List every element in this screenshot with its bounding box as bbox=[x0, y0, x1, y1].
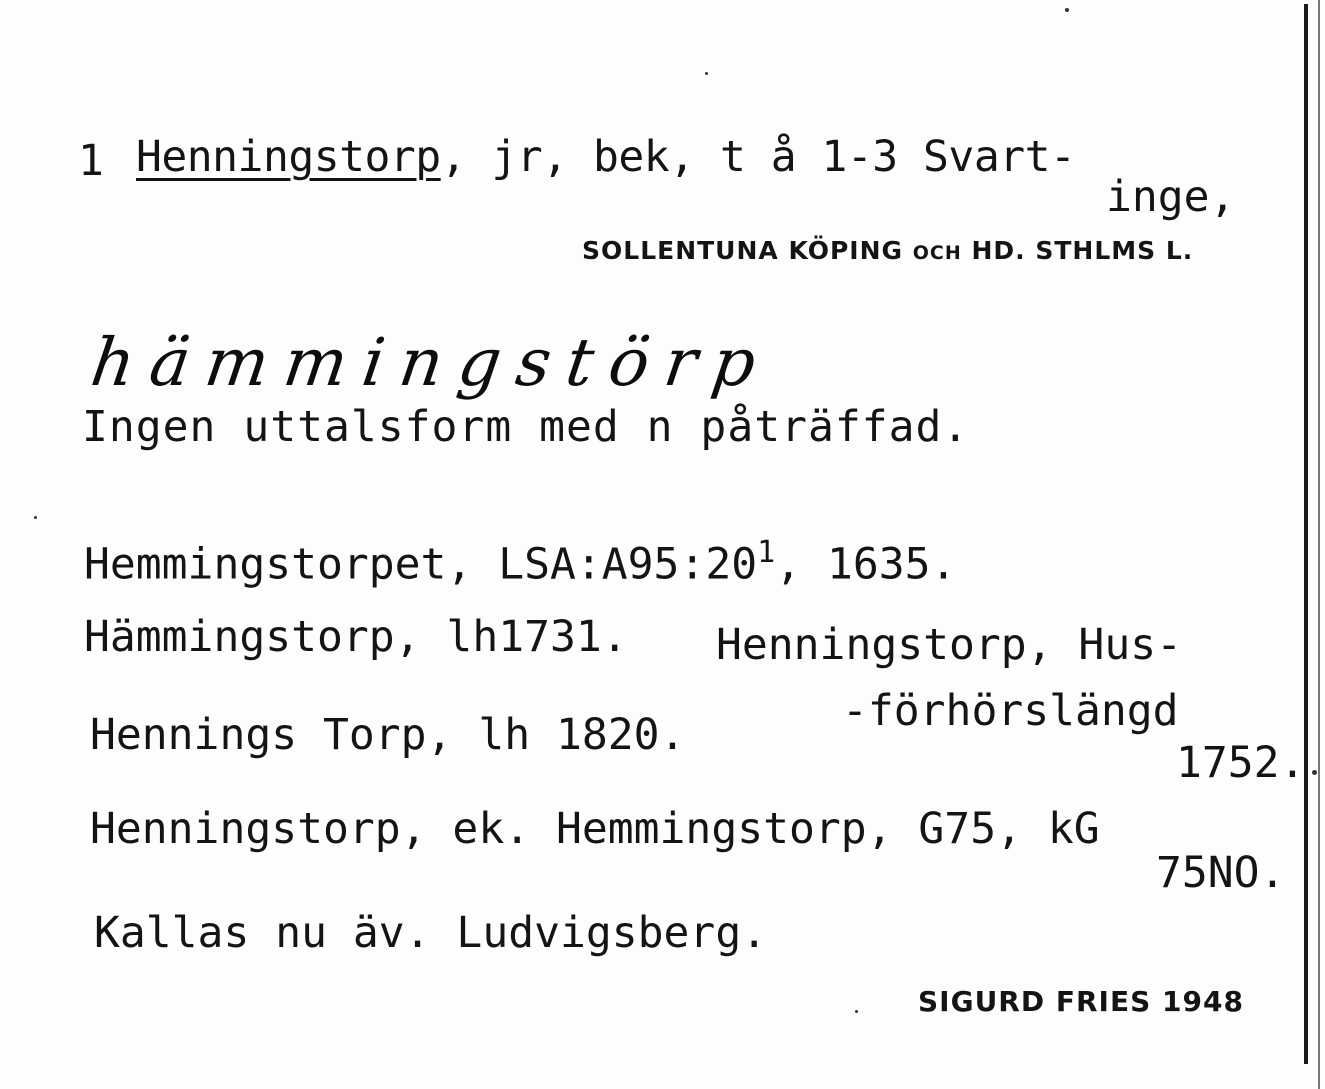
scan-speck bbox=[705, 72, 708, 75]
stamp-municipality: SOLLENTUNA KÖPING bbox=[582, 236, 904, 265]
attestation-footnote: 1 bbox=[757, 535, 776, 570]
heading-rest: , jr, bek, t å 1-3 Svart- bbox=[440, 132, 1076, 182]
card-edge-shadow bbox=[1318, 0, 1320, 1089]
scan-speck bbox=[34, 516, 37, 519]
card-edge bbox=[1304, 4, 1308, 1064]
attestation-line: 1752. bbox=[1176, 738, 1306, 788]
scan-speck bbox=[1065, 8, 1069, 12]
pronunciation-note: Ingen uttalsform med n påträffad. bbox=[82, 402, 970, 452]
attestation-line: Henningstorp, Hus- bbox=[716, 620, 1182, 670]
attestation-text: Hemmingstorpet, LSA:A95:20 bbox=[84, 539, 758, 590]
attestation-tail: , 1635. bbox=[775, 539, 957, 590]
attestation-line: Hämmingstorp, lh1731. bbox=[84, 612, 628, 662]
place-name: Henningstorp bbox=[136, 132, 441, 182]
attestation-line bbox=[84, 535, 957, 590]
stamp-county: HD. STHLMS L. bbox=[971, 236, 1194, 265]
scan-speck bbox=[1312, 770, 1317, 775]
heading-continuation: inge, bbox=[1106, 172, 1236, 222]
attestation-line: Kallas nu äv. Ludvigsberg. bbox=[94, 908, 768, 958]
attestation-line: Hennings Torp, lh 1820. bbox=[90, 710, 686, 760]
parish-stamp bbox=[582, 238, 1193, 263]
signature-stamp: SIGURD FRIES 1948 bbox=[918, 985, 1244, 1018]
attestation-line: -förhörslängd bbox=[842, 686, 1179, 736]
attestation-line: Henningstorp, ek. Hemmingstorp, G75, kG bbox=[90, 804, 1100, 854]
heading-line bbox=[136, 132, 1076, 182]
scan-speck bbox=[855, 1010, 858, 1013]
card-number: 1 bbox=[78, 136, 104, 186]
handwritten-pronunciation: hämmingstörp bbox=[86, 324, 777, 401]
stamp-conjunction: OCH bbox=[912, 242, 962, 264]
attestation-line: 75NO. bbox=[1156, 848, 1286, 898]
